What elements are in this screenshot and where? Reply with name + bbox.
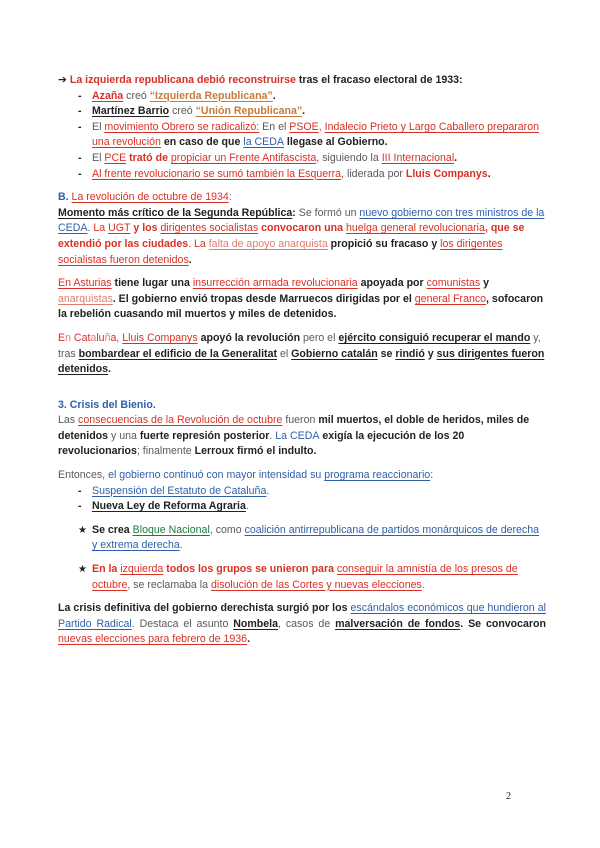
list-item-esquerra xyxy=(78,167,546,183)
p2-mid: tiene lugar una xyxy=(111,277,193,290)
p1-end: . xyxy=(188,253,192,266)
s2-amnesty: conseguir la amnistía de los presos de octubre xyxy=(92,563,518,591)
star-list-2 xyxy=(78,562,546,593)
section-3-title: 3. Crisis del Bienio. xyxy=(58,398,156,411)
p1-arrested: los dirigentes socialistas fueron detenidos xyxy=(58,237,503,266)
pce-mid: , siguiendo la xyxy=(316,151,382,164)
s2-pre: En la xyxy=(92,563,121,576)
p3-el: el xyxy=(277,347,292,360)
s3p3-called: . Se convocaron xyxy=(460,617,546,630)
pce-end: . xyxy=(454,151,458,164)
p1-strike: huelga general revolucionaria xyxy=(345,222,485,235)
p1-dot: . xyxy=(87,222,94,235)
obrero-end: llegase al Gobierno. xyxy=(283,136,388,149)
p2-y: y xyxy=(480,277,490,290)
obrero-pre: El xyxy=(92,120,105,133)
p1-ugt: UGT xyxy=(108,222,131,235)
p3-cat-comma: , xyxy=(116,331,123,344)
p3-surrender: rindió xyxy=(395,347,425,360)
section-b-paragraph-3 xyxy=(58,331,546,378)
s3p3-embezzlement: malversación de fondos xyxy=(335,617,461,630)
p3-arrested: sus dirigentes fueron detenidos xyxy=(58,347,545,376)
p1-y: y los xyxy=(130,222,161,235)
esquerra-mid: , liderada por xyxy=(341,167,406,180)
azana-party: “Izquierda Republicana” xyxy=(149,89,273,102)
barrio-party: “Unión Republicana” xyxy=(195,105,303,118)
p3-se: se xyxy=(377,347,396,360)
s3p3-scandals: escándalos económicos que hundieron al Partido Radical xyxy=(58,602,546,630)
s1-como: , como xyxy=(209,523,245,536)
p3-y: y xyxy=(424,347,437,360)
p2-communists: comunistas xyxy=(426,277,481,290)
azana-name: Azaña xyxy=(92,89,124,102)
s3p3-end: . xyxy=(247,633,251,646)
p1-dot2: . La xyxy=(188,237,209,250)
p1-extended: , que se extendió por las ciudades xyxy=(58,222,525,250)
p2-asturias: En Asturias xyxy=(58,277,112,290)
s3p2-program: programa reaccionario xyxy=(324,469,431,482)
p3-companys: Lluis Companys xyxy=(122,331,198,344)
s3p2-continued: el gobierno continuó con mayor intensidad su xyxy=(108,469,325,482)
esquerra-end: . xyxy=(487,167,491,180)
p3-cat-l: lu xyxy=(96,331,105,344)
section-b-paragraph-2 xyxy=(58,276,546,323)
s2-mid: todos los grupos se unieron para xyxy=(163,563,337,576)
star-item-izquierda xyxy=(78,562,546,593)
p3-army: ejército consiguió recuperar el mando xyxy=(338,331,531,344)
section-3-paragraph-3 xyxy=(58,601,546,648)
s2-dissolution: disolución de las Cortes y nuevas elecciones xyxy=(210,578,422,591)
s3p1-pre: Las xyxy=(58,414,79,427)
s3p1-ceda: La CEDA xyxy=(275,429,320,442)
section-3-paragraph-1 xyxy=(58,413,546,460)
barrio-verb: creó xyxy=(169,105,196,118)
s2-end: . xyxy=(421,578,425,591)
list-item-barrio xyxy=(78,104,546,120)
intro-rest: tras el fracaso electoral de 1933: xyxy=(295,74,463,86)
pce-intl: III Internacional xyxy=(381,151,455,164)
list-item: - Suspensión del Estatuto de Cataluña. xyxy=(78,484,546,500)
p3-after: y, tras xyxy=(58,331,541,360)
s2-izq: izquierda xyxy=(120,563,164,576)
p1-called: convocaron una xyxy=(258,222,346,235)
arrow-icon: ➔ xyxy=(58,74,67,86)
p1-colon: : xyxy=(292,206,296,219)
list-item-obrero xyxy=(78,120,546,151)
s3p1-end: . xyxy=(313,445,317,458)
p1-anarchist: falta de apoyo anarquista xyxy=(208,237,328,250)
s3p2-end: : xyxy=(430,469,434,482)
s3p1-fueron: fueron xyxy=(282,414,319,427)
p3-end: . xyxy=(108,363,111,376)
section-b-letter: B. xyxy=(58,191,69,204)
p3-catgov: Gobierno catalán xyxy=(291,347,378,360)
barrio-name: Martínez Barrio xyxy=(92,105,170,118)
s1-pre: Se crea xyxy=(92,523,133,536)
s3p3-cases: , casos de xyxy=(277,617,336,630)
p2-anarchists: anarquistas xyxy=(58,292,113,305)
s1-end: . xyxy=(179,539,183,552)
p2-backed: apoyada por xyxy=(357,277,427,290)
p2-insurrection: insurrección armada revolucionaria xyxy=(192,277,358,290)
azana-verb: creó xyxy=(123,89,150,102)
p1-moment: Momento más crítico de la Segunda República xyxy=(58,206,293,219)
obrero-comma: , xyxy=(318,120,325,133)
p1-leaders: dirigentes socialistas xyxy=(160,222,259,235)
s3p1-demanded: exigía la ejecución de los 20 revolucionarios xyxy=(58,429,465,458)
document-page xyxy=(58,73,546,648)
p2-end: , sofocaron la rebelión cuasando mil muertos y miles de detenidos. xyxy=(58,292,544,321)
section-b-paragraph-1 xyxy=(58,206,546,268)
list-item-azana xyxy=(78,89,546,105)
s1-coalition: coalición antirrepublicana de partidos monárquicos de derecha y extrema derecha xyxy=(92,523,540,552)
barrio-end: . xyxy=(302,105,306,118)
intro-lead: La izquierda republicana debió reconstruirse xyxy=(69,74,296,86)
obrero-cond: en caso de que xyxy=(160,136,244,149)
page-number: 2 xyxy=(506,791,511,802)
section-b-title xyxy=(58,190,546,206)
star-list-1 xyxy=(78,523,546,554)
s3p3-nombela: Nombela xyxy=(233,617,278,630)
esquerra-leader: Lluis Companys xyxy=(405,167,488,180)
s3p1-lerroux: Lerroux firmó el indulto xyxy=(194,445,314,458)
s3p1-dot: . xyxy=(269,429,276,442)
pce-name: PCE xyxy=(104,151,127,164)
p3-but: pero el xyxy=(300,331,339,344)
star-item-bloque xyxy=(78,523,546,554)
s3p3-pre: La crisis definitiva del gobierno derechista surgió por los xyxy=(58,602,351,615)
p1-gov: nuevo gobierno con tres ministros de la CEDA xyxy=(58,206,545,235)
pce-verb: trató de xyxy=(126,151,171,164)
measures-list xyxy=(78,484,546,515)
left-parties-list xyxy=(78,89,546,183)
obrero-ceda: la CEDA xyxy=(243,136,284,149)
p3-cat-n2: ñ xyxy=(104,331,111,344)
list-item-pce xyxy=(78,151,546,167)
s1-bloque: Bloque Nacional xyxy=(132,523,210,536)
esquerra-movement: Al frente revolucionario se sumó también la Esquerra xyxy=(92,167,342,180)
p1-mid: Se formó un xyxy=(295,206,360,219)
pce-pre: El xyxy=(92,151,105,164)
s2-claim: , se reclamaba la xyxy=(127,578,211,591)
p3-cat-c: Cat xyxy=(73,331,91,344)
p1-caused: propició su fracaso y xyxy=(327,237,441,250)
obrero-mid: En el xyxy=(259,120,290,133)
s3p1-finally: ; finalmente xyxy=(136,445,195,458)
p3-cat-n: n xyxy=(65,331,74,344)
measure-statute: Suspensión del Estatuto de Cataluña xyxy=(92,484,267,497)
s3p2-pre: Entonces, xyxy=(58,469,109,482)
s3p1-repression: fuerte represión posterior xyxy=(139,429,270,442)
p3-cat-e: E xyxy=(58,331,66,344)
s3p3-elections: nuevas elecciones para febrero de 1936 xyxy=(58,633,248,646)
p3-bombard: bombardear el edificio de la Generalitat xyxy=(78,347,278,360)
measure-agrarian: Nueva Ley de Reforma Agraria xyxy=(92,500,246,513)
pce-front: propiciar un Frente Antifascista xyxy=(170,151,317,164)
section-b-heading: La revolución de octubre de 1934 xyxy=(71,191,229,204)
p3-cat-a2: a xyxy=(110,331,117,344)
azana-end: . xyxy=(272,89,276,102)
section-b-colon: : xyxy=(228,191,232,204)
p2-franco: general Franco xyxy=(414,292,487,305)
p3-supported: apoyó la revolución xyxy=(197,331,301,344)
obrero-psoe: PSOE xyxy=(289,120,319,133)
section-3-paragraph-2 xyxy=(58,468,546,484)
obrero-leaders: Indalecio Prieto y Largo Caballero prepararon una revolución xyxy=(92,120,539,149)
list-item: - Nueva Ley de Reforma Agraria. xyxy=(78,499,546,515)
s3p1-y: y una xyxy=(108,429,140,442)
s3p3-dot: . Destaca el asunto xyxy=(131,617,234,630)
p1-la: La xyxy=(93,222,109,235)
obrero-movement: movimiento Obrero se radicalizó: xyxy=(104,120,260,133)
s3p1-consequences: consecuencias de la Revolución de octubre xyxy=(78,414,283,427)
intro-line xyxy=(58,73,546,89)
p3-cat-a: a xyxy=(90,331,97,344)
p2-sent: . El gobierno envió tropas desde Marruecos dirigidas por el xyxy=(112,292,415,305)
s3p1-deaths: mil muertos, el doble de heridos, miles de detenidos xyxy=(58,414,530,442)
